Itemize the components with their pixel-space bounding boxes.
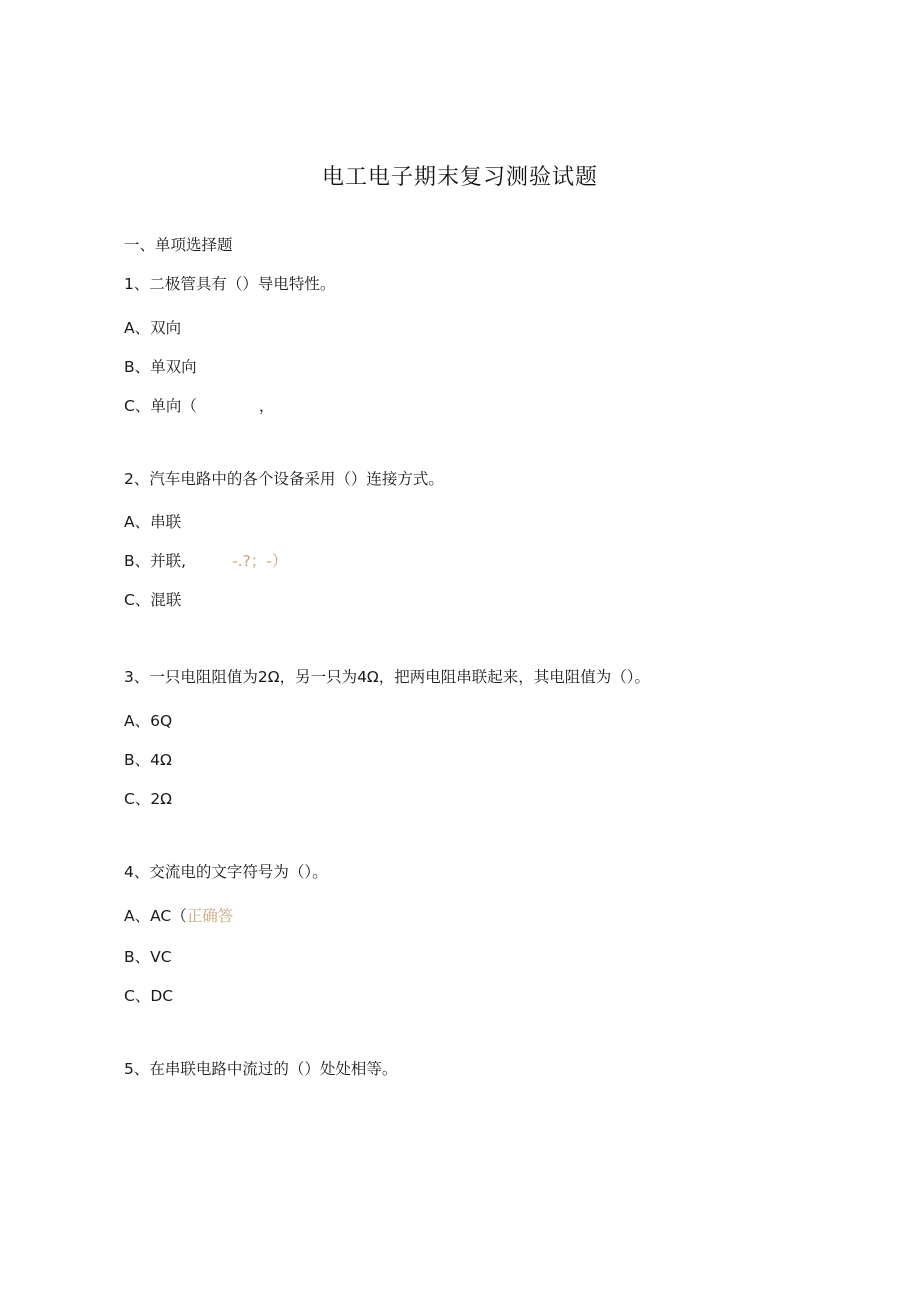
- question-2-option-b-mark: -.?；-）: [232, 552, 288, 570]
- question-3-option-b: B、4Ω: [124, 751, 172, 769]
- question-1-stem: 1、二极管具有（）导电特性。: [124, 275, 336, 293]
- question-4-option-c: C、DC: [124, 987, 174, 1005]
- question-1-option-c-tail: ，: [258, 397, 275, 415]
- question-4-stem: 4、交流电的文字符号为（）。: [124, 863, 328, 881]
- question-1-option-c: [124, 396, 274, 416]
- page-title: 电工电子期末复习测验试题: [321, 165, 598, 190]
- question-3-option-c: C、2Ω: [124, 790, 173, 808]
- question-2-option-a: A、串联: [124, 513, 182, 531]
- question-4-option-a-mark: 正确答: [186, 907, 234, 925]
- section-heading: 一、单项选择题: [124, 236, 233, 254]
- question-5-stem: 5、在串联电路中流过的（）处处相等。: [124, 1060, 398, 1078]
- question-2-option-b-text: B、并联,: [124, 552, 187, 570]
- question-4-option-a-text: A、AC（: [124, 907, 187, 925]
- question-2-stem: 2、汽车电路中的各个设备采用（）连接方式。: [124, 470, 444, 488]
- question-2-option-b: [124, 551, 287, 571]
- question-2-option-c: C、混联: [124, 591, 182, 609]
- question-1-option-b: B、单双向: [124, 358, 197, 376]
- question-1-option-c-text: C、单向（: [124, 397, 197, 415]
- question-4-option-a: [124, 906, 233, 926]
- question-4-option-b: B、VC: [124, 948, 172, 966]
- question-3-stem: 3、一只电阻阻值为2Ω，另一只为4Ω，把两电阻串联起来，其电阻值为（）。: [124, 668, 651, 686]
- question-1-option-a: A、双向: [124, 319, 182, 337]
- question-3-option-a: A、6Q: [124, 712, 173, 730]
